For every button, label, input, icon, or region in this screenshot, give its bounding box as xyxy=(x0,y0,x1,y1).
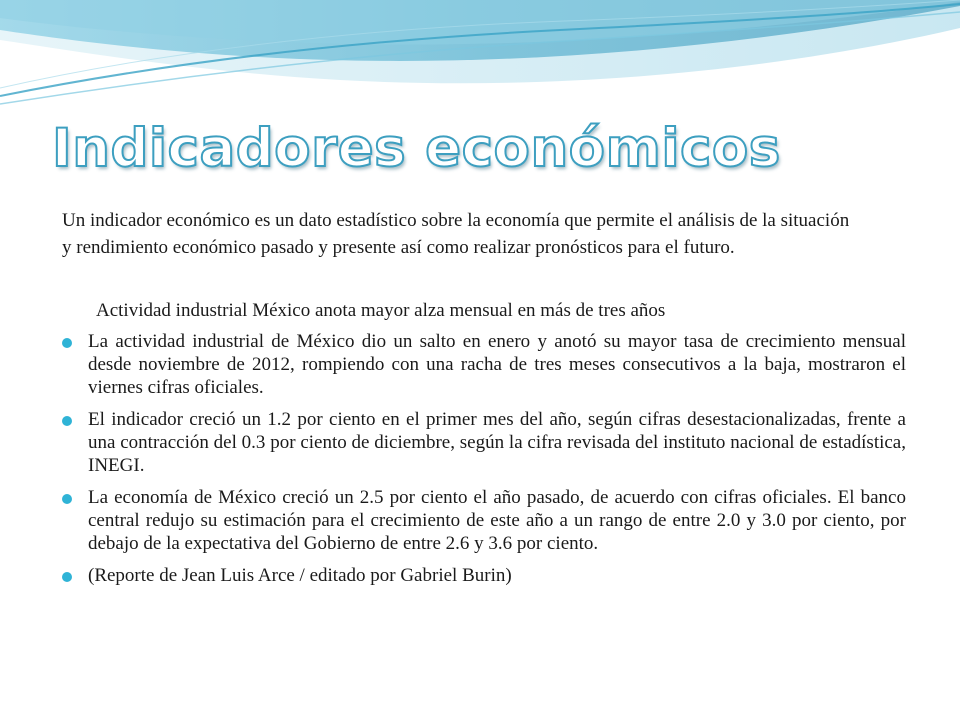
bullet-item xyxy=(62,564,906,587)
bullet-dot-icon xyxy=(62,494,72,504)
bullet-item xyxy=(62,408,906,477)
bullet-text: El indicador creció un 1.2 por ciento en el primer mes del año, según cifras desestacionalizadas, frente a una contracción del 0.3 por ciento de diciembre, según la cifra revisada del instituto nacional de estadística, INEGI. xyxy=(88,409,906,476)
wave-header-decoration xyxy=(0,0,960,130)
slide-title: Indicadores económicos xyxy=(52,118,781,179)
bullet-list xyxy=(62,330,906,596)
bullet-text: La economía de México creció un 2.5 por ciento el año pasado, de acuerdo con cifras oficiales. El banco central redujo su estimación para el crecimiento de este año a un rango de entre 2.0 y 3.0 por ciento, por debajo de la expectativa del Gobierno de entre 2.6 y 3.6 por ciento. xyxy=(88,487,906,554)
bullet-item xyxy=(62,486,906,555)
intro-paragraph: Un indicador económico es un dato estadístico sobre la economía que permite el análisis de la situación y rendimiento económico pasado y presente así como realizar pronósticos para el futuro. xyxy=(62,210,850,258)
bullet-dot-icon xyxy=(62,572,72,582)
bullet-text: La actividad industrial de México dio un salto en enero y anotó su mayor tasa de crecimiento mensual desde noviembre de 2012, rompiendo con una racha de tres meses consecutivos a la baja, mostraron el viernes cifras oficiales. xyxy=(88,331,906,398)
bullet-text: (Reporte de Jean Luis Arce / editado por Gabriel Burin) xyxy=(88,565,512,586)
bullet-dot-icon xyxy=(62,416,72,426)
bullet-dot-icon xyxy=(62,338,72,348)
bullet-item xyxy=(62,330,906,399)
news-headline: Actividad industrial México anota mayor alza mensual en más de tres años xyxy=(96,300,666,321)
